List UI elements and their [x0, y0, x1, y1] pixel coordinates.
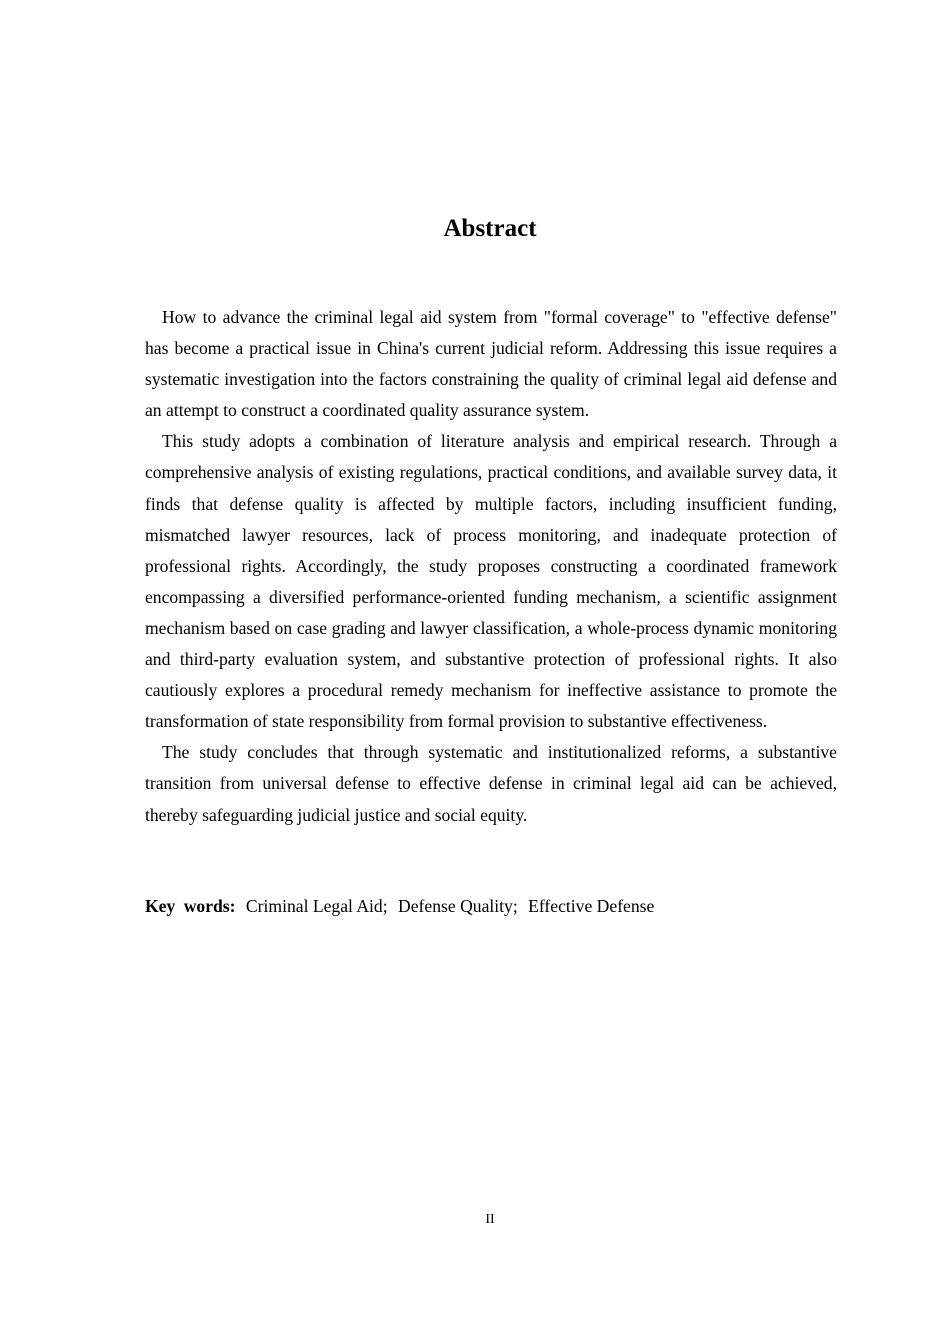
abstract-paragraph-2: This study adopts a combination of literature analysis and empirical research. Through a comprehensive analysis of existing regulations, practical conditions, and available survey data, it finds that defense quality is affected by multiple factors, including insufficient funding, mismatched lawyer resources, lack of process monitoring, and inadequate protection of professional rights. Accordingly, the study proposes constructing a coordinated framework encompassing a diversified performance-oriented funding mechanism, a scientific assignment mechanism based on case grading and lawyer classification, a whole-process dynamic monitoring and third-party evaluation system, and substantive protection of professional rights. It also cautiously explores a procedural remedy mechanism for ineffective assistance to promote the transformation of state responsibility from formal provision to substantive effectiveness. — [145, 431, 837, 732]
page-number: II — [485, 1212, 495, 1227]
keyword-item: Defense Quality; — [398, 896, 518, 916]
keyword-item: Effective Defense — [528, 896, 655, 916]
keyword-item: Criminal Legal Aid; — [245, 896, 388, 916]
abstract-paragraph-3: The study concludes that through systematic and institutionalized reforms, a substantive transition from universal defense to effective defense in criminal legal aid can be achieved, thereby safeguarding judicial justice and social equity. — [145, 742, 837, 825]
abstract-paragraph-1: How to advance the criminal legal aid system from "formal coverage" to "effective defense" has become a practical issue in China's current judicial reform. Addressing this issue requires a systematic investigation into the factors constraining the quality of criminal legal aid defense and an attempt to construct a coordinated quality assurance system. — [145, 307, 837, 421]
keywords-line — [145, 891, 837, 922]
abstract-body — [145, 302, 837, 831]
abstract-title: Abstract — [443, 215, 537, 242]
keywords-label: Key words: — [145, 896, 236, 916]
